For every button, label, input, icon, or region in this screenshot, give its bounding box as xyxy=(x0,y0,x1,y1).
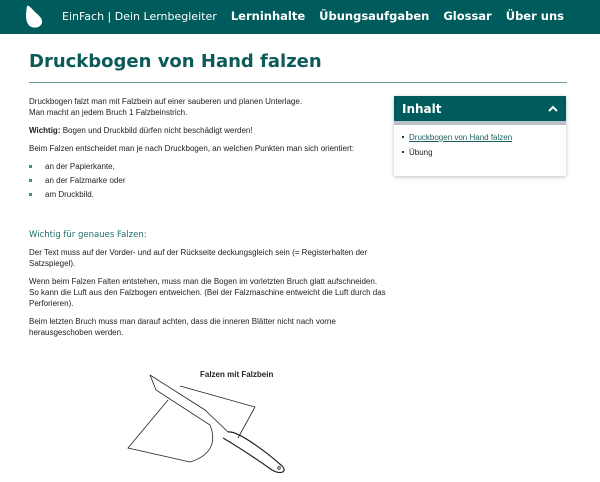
divider xyxy=(29,82,567,83)
warning-paragraph xyxy=(29,125,389,136)
article-content xyxy=(29,96,389,345)
text: Man macht an jedem Bruch 1 Falzbeinstrich. xyxy=(29,108,188,117)
list-item: an der Falzmarke oder xyxy=(29,175,389,186)
toc-link-druckbogen[interactable]: Druckbogen von Hand falzen xyxy=(409,133,513,142)
nav-glossar[interactable]: Glossar xyxy=(443,9,492,23)
orientation-list xyxy=(29,161,389,200)
toc-header[interactable] xyxy=(394,96,566,125)
figure-caption: Falzen mit Falzbein xyxy=(200,370,274,379)
list-item: am Druckbild. xyxy=(29,189,389,200)
list-item: an der Papierkante, xyxy=(29,161,389,172)
chevron-up-icon[interactable] xyxy=(548,105,558,113)
toc-title: Inhalt xyxy=(402,101,442,116)
text: Druckbogen falzt man mit Falzbein auf einer sauberen und planen Unterlage. xyxy=(29,97,303,106)
paragraph: Beim letzten Bruch muss man darauf achten, dass die inneren Blätter nicht nach vorne herausgeschoben werden. xyxy=(29,317,336,337)
nav-lerninhalte[interactable]: Lerninhalte xyxy=(230,9,306,23)
toc-item xyxy=(402,133,566,142)
paragraph: Beim Falzen entscheidet man je nach Druckbogen, an welchen Punkten man sich orientiert: xyxy=(29,144,355,153)
subheading: Wichtig für genaues Falzen: xyxy=(29,230,147,240)
brand-link[interactable]: EinFach | Dein Lernbegleiter xyxy=(62,10,217,23)
main-nav xyxy=(231,9,564,23)
nav-uebungsaufgaben[interactable]: Übungsaufgaben xyxy=(319,9,430,23)
header xyxy=(0,0,600,34)
table-of-contents xyxy=(394,96,566,176)
warning-label: Wichtig: xyxy=(29,126,61,135)
text: Bogen und Druckbild dürfen nicht beschädigt werden! xyxy=(60,126,253,135)
toc-item[interactable]: Übung xyxy=(402,148,566,157)
paragraph xyxy=(29,96,389,118)
nav-ueber-uns[interactable]: Über uns xyxy=(505,9,564,23)
paragraph: Wenn beim Falzen Falten entstehen, muss man die Bogen im vorletzten Bruch glatt aufschneiden. So kann die Luft aus den Falzbogen entweichen. (Bei der Falzmaschine entweicht die Luft durch das Perforieren). xyxy=(29,277,386,308)
paragraph: Der Text muss auf der Vorder- und auf der Rückseite deckungsgleich sein (= Registerhalten der Satzspiegel). xyxy=(29,248,368,268)
logo-icon[interactable] xyxy=(24,5,44,29)
page-title: Druckbogen von Hand falzen xyxy=(29,51,322,72)
